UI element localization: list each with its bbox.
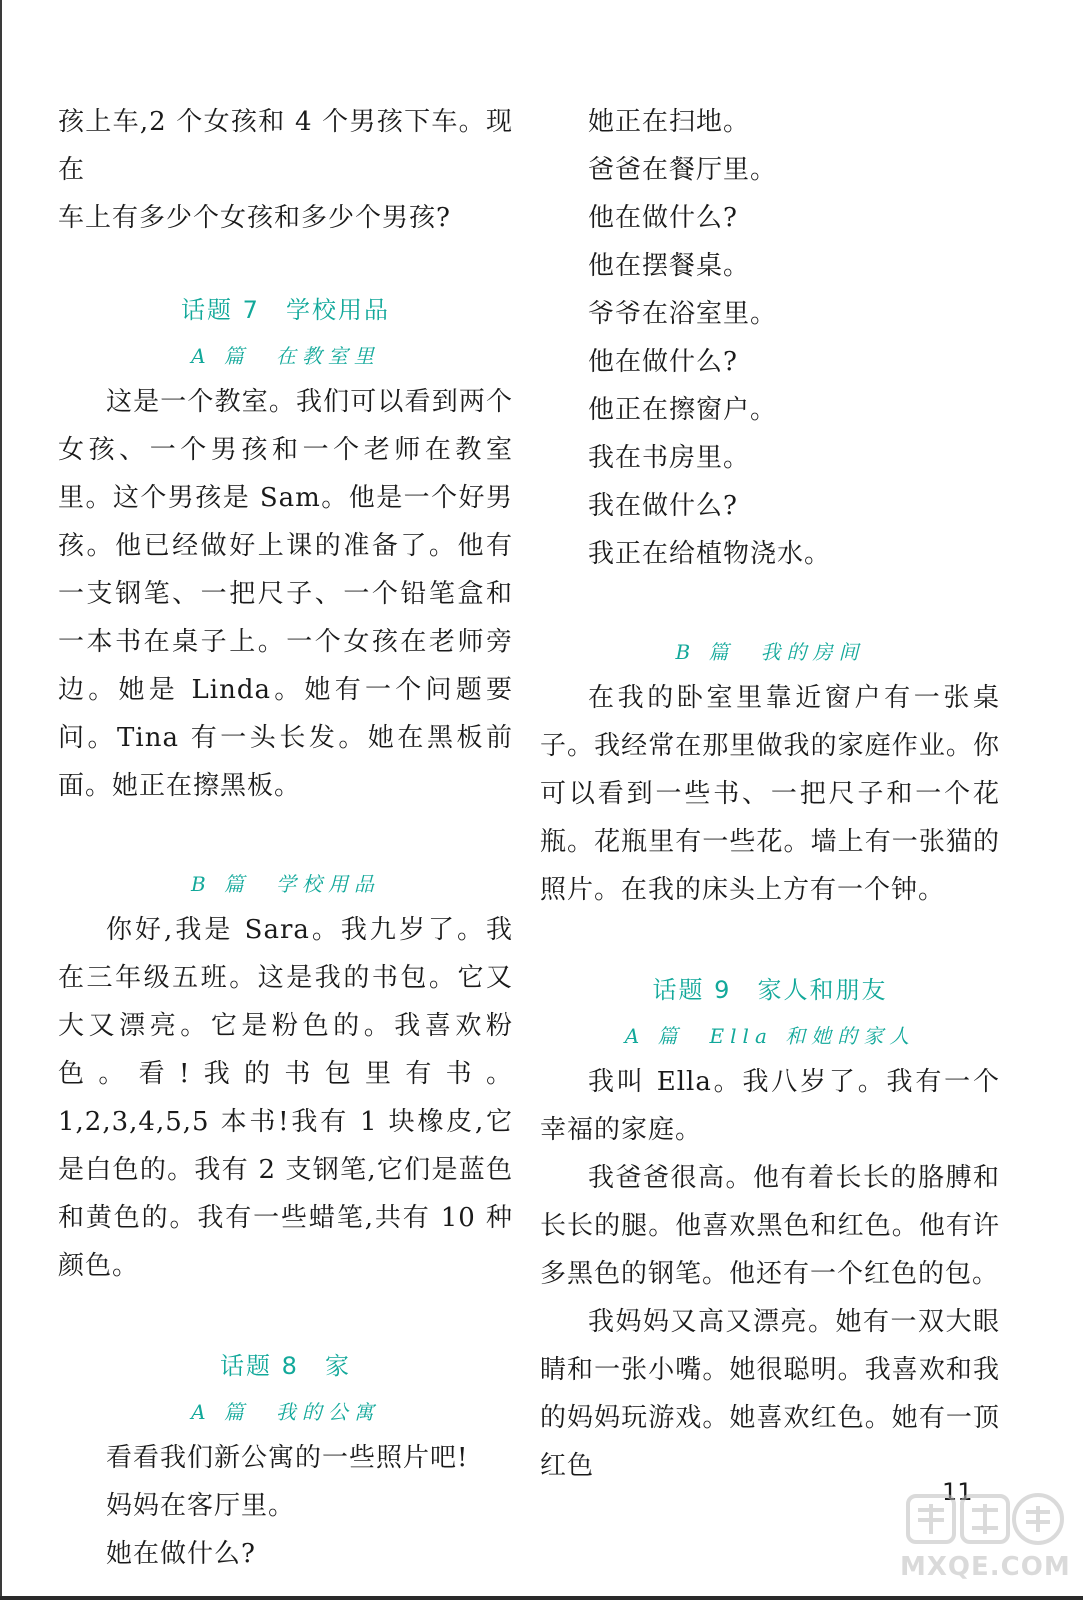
- topic-8-line: 爷爷在浴室里。: [588, 299, 778, 329]
- left-column: [58, 98, 513, 1578]
- page-number: 11: [942, 1478, 973, 1506]
- topic-7-title: 话题 7 学校用品: [181, 296, 390, 324]
- topic-8-line: 他正在擦窗户。: [588, 395, 778, 425]
- topic-9-paragraph: 我爸爸很高。他有着长长的胳膊和长长的腿。他喜欢黑色和红色。他有许多黑色的钢笔。他还有一个红色的包。: [540, 1163, 1000, 1289]
- topic-8-line: 我正在给植物浇水。: [588, 539, 832, 569]
- topic-7-a-title: A 篇 在教室里: [191, 344, 380, 368]
- topic-7-b-title: B 篇 学校用品: [190, 872, 381, 896]
- topic-9-title: 话题 9 家人和朋友: [652, 976, 888, 1004]
- topic-8-line: 她正在扫地。: [588, 107, 751, 137]
- topic-9-paragraph: 我妈妈又高又漂亮。她有一双大眼睛和一张小嘴。她很聪明。我喜欢和我的妈妈玩游戏。她喜欢红色。她有一顶红色: [540, 1307, 1000, 1481]
- topic-8-line: 看看我们新公寓的一些照片吧!: [106, 1443, 469, 1473]
- topic-8-line: 我在做什么?: [588, 491, 738, 521]
- topic-8-line: 他在摆餐桌。: [588, 251, 751, 281]
- topic-8-line: 爸爸在餐厅里。: [588, 155, 778, 185]
- topic-9-paragraph: 我叫 Ella。我八岁了。我有一个幸福的家庭。: [540, 1067, 1000, 1145]
- topic-8-title: 话题 8 家: [220, 1352, 351, 1380]
- topic-8-line: 他在做什么?: [588, 347, 738, 377]
- watermark-text: MXQE.COM: [900, 1552, 1071, 1582]
- topic-9-a-title: A 篇 Ella 和她的家人: [624, 1024, 916, 1048]
- topic-8-b-paragraph: 在我的卧室里靠近窗户有一张桌子。我经常在那里做我的家庭作业。你可以看到一些书、一把尺子和一个花瓶。花瓶里有一些花。墙上有一张猫的照片。在我的床头上方有一个钟。: [540, 683, 1000, 905]
- page-edge-bottom: [0, 1596, 1083, 1600]
- topic-7-b-paragraph: 你好,我是 Sara。我九岁了。我在三年级五班。这是我的书包。它又大又漂亮。它是粉色的。我喜欢粉色。看!我的书包里有书。1,2,3,4,5,5 本书!我有 1 块橡皮,它是白色的。我有 2 支钢笔,它们是蓝色和黄色的。我有一些蜡笔,共有 10 种颜色。: [58, 915, 513, 1281]
- topic-8-line: 我在书房里。: [588, 443, 751, 473]
- answer-key-logo-icon: [900, 1490, 1070, 1554]
- topic-8-line: 她在做什么?: [106, 1539, 256, 1569]
- intro-line-2: 车上有多少个女孩和多少个男孩?: [58, 203, 451, 233]
- topic-8-a-title: A 篇 我的公寓: [191, 1400, 380, 1424]
- watermark: [900, 1490, 1070, 1590]
- topic-8-line: 他在做什么?: [588, 203, 738, 233]
- topic-8-line: 妈妈在客厅里。: [106, 1491, 296, 1521]
- topic-7-a-paragraph: 这是一个教室。我们可以看到两个女孩、一个男孩和一个老师在教室里。这个男孩是 Sam。他是一个好男孩。他已经做好上课的准备了。他有一支钢笔、一把尺子、一个铅笔盒和一本书在桌子上。一个女孩在老师旁边。她是 Linda。她有一个问题要问。Tina 有一头长发。她在黑板前面。她正在擦黑板。: [58, 387, 513, 801]
- page-edge: [0, 0, 2, 1600]
- right-column: [540, 98, 1000, 1490]
- intro-line-1: 孩上车,2 个女孩和 4 个男孩下车。现在: [58, 107, 513, 185]
- topic-8-b-title: B 篇 我的房间: [675, 640, 865, 664]
